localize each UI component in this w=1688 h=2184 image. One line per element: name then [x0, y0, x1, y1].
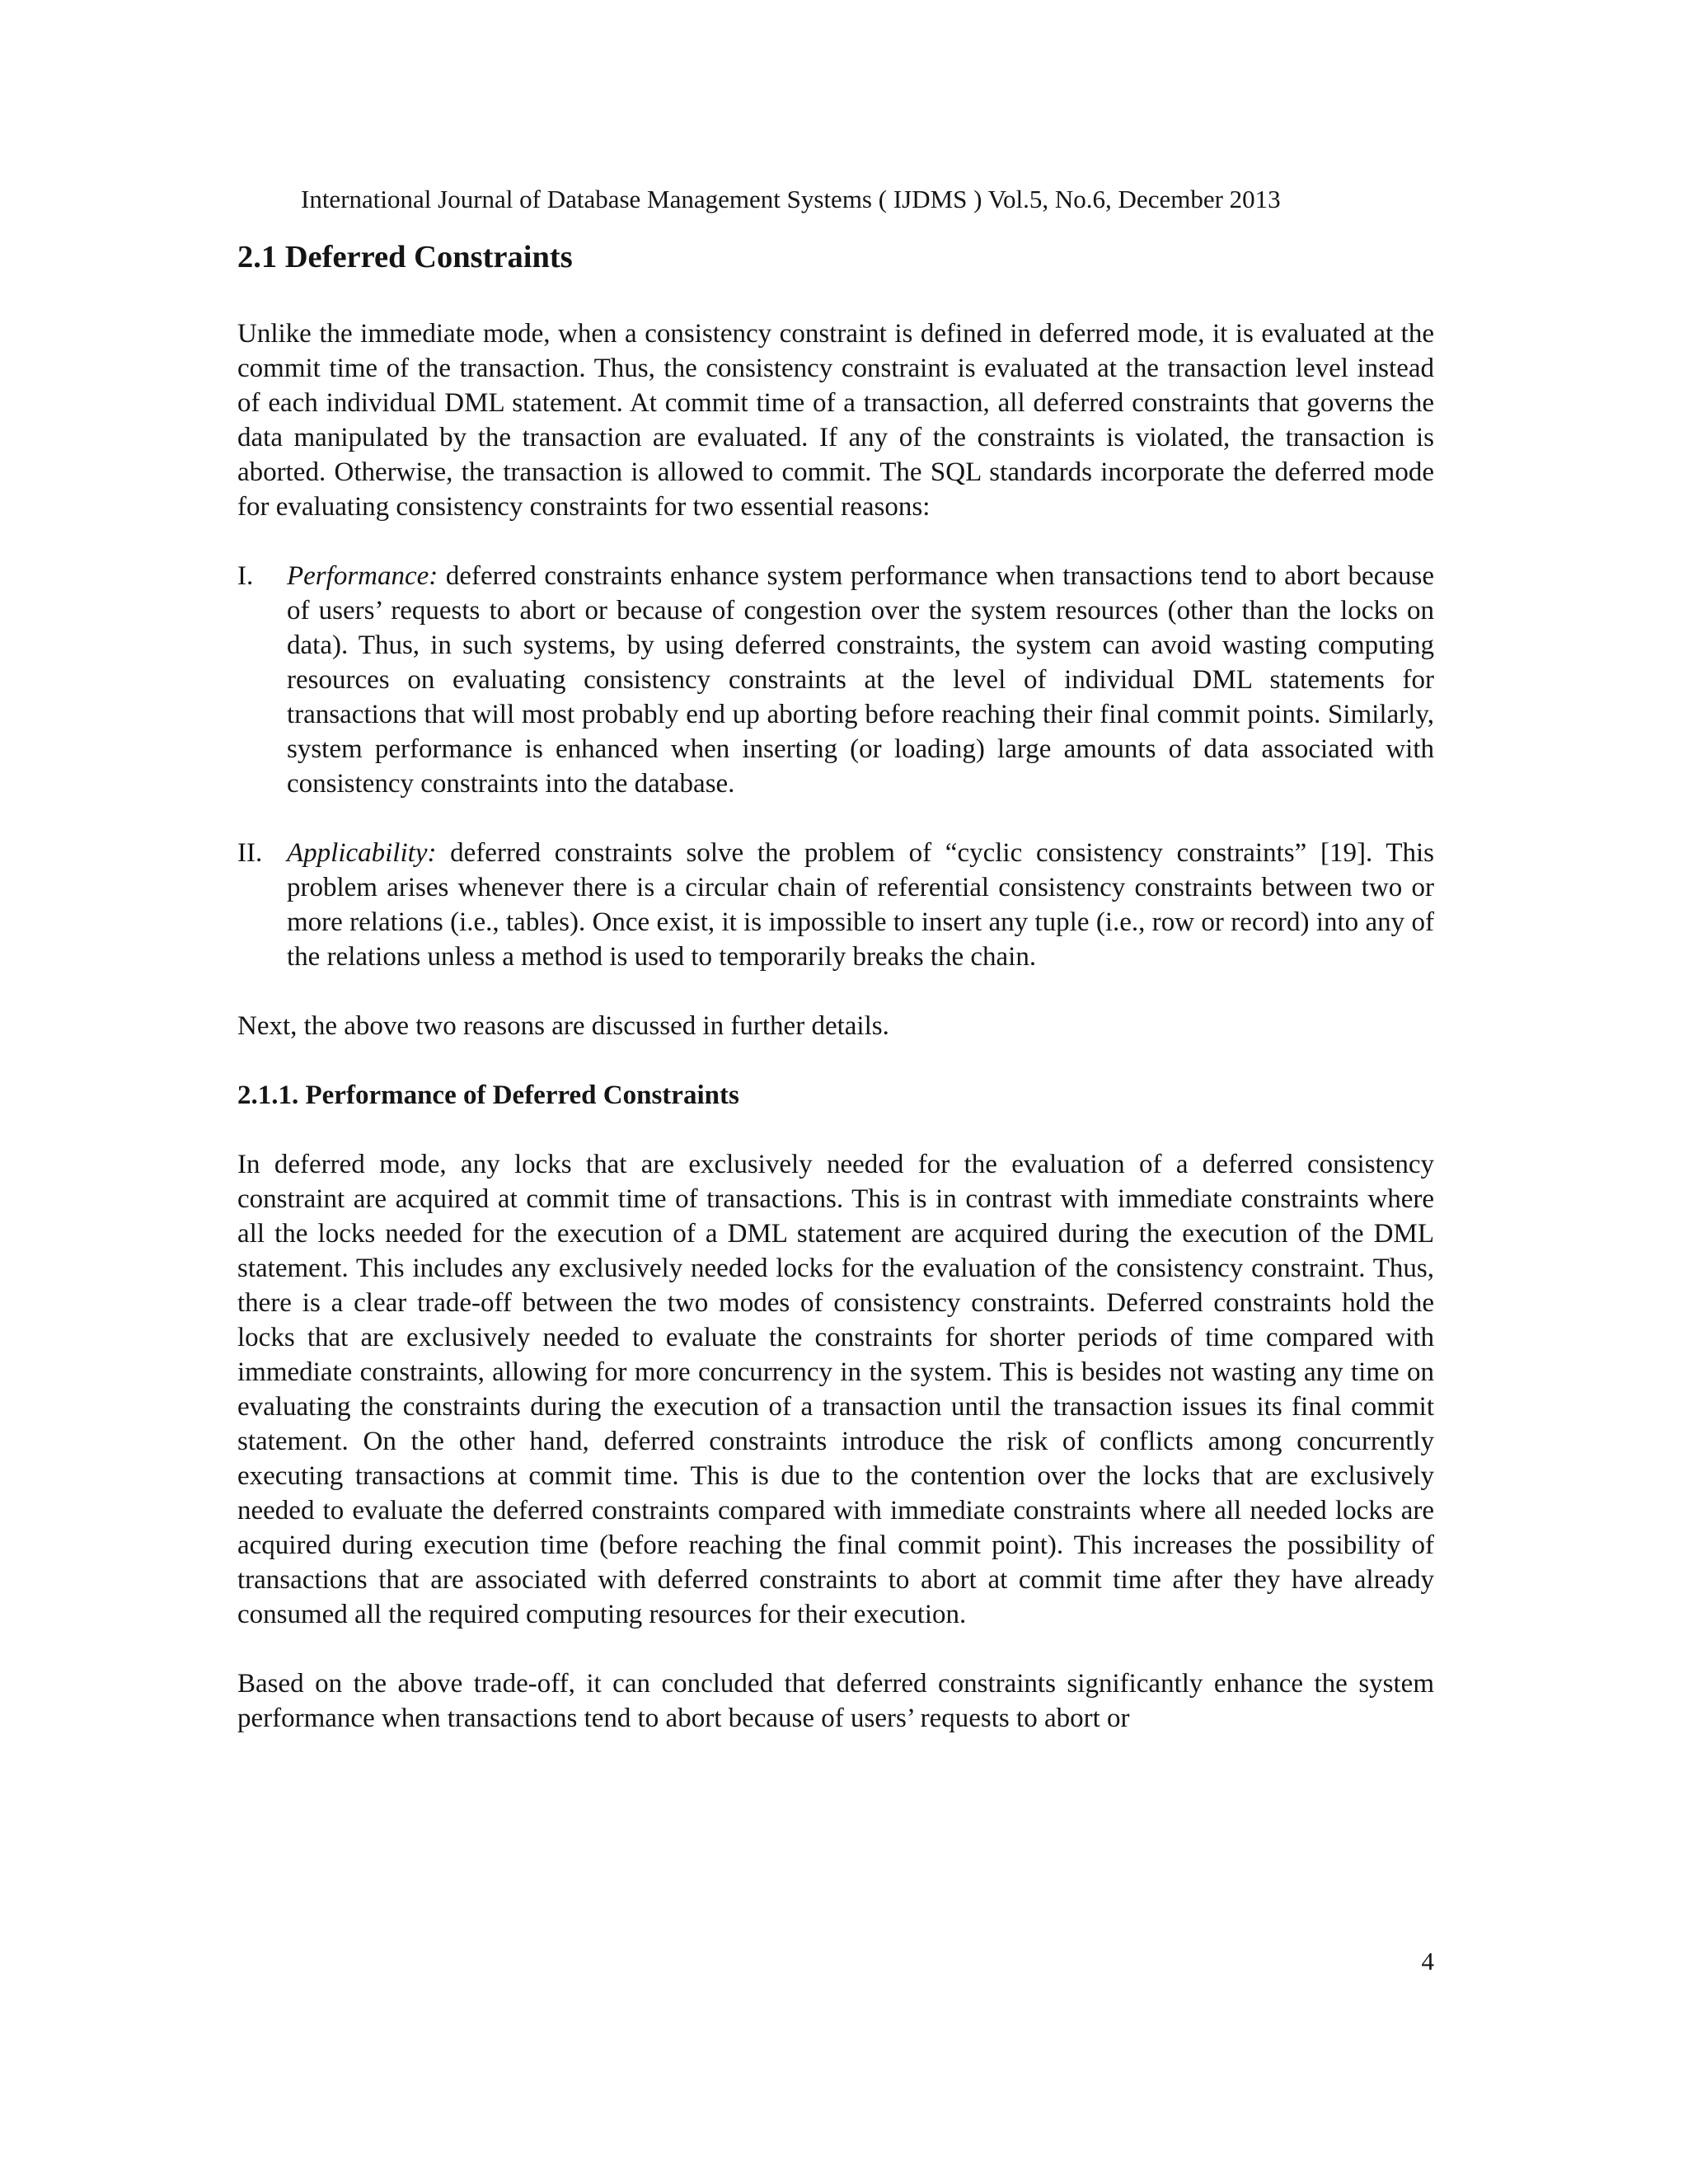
reason-numeral: I. — [237, 561, 254, 591]
performance-paragraph: In deferred mode, any locks that are exclusively needed for the evaluation of a deferred consistency constraint are acquired at commit time of transactions. This is in contrast with immediate constraints where all the locks needed for the execution of a DML statement are acquired during the execution of the DML statement. This includes any exclusively needed locks for the evaluation of the consistency constraint. Thus, there is a clear trade-off between the two modes of consistency constraints. Deferred constraints hold the locks that are exclusively needed to evaluate the constraints for shorter periods of time compared with immediate constraints, allowing for more concurrency in the system. This is besides not wasting any time on evaluating the constraints during the execution of a transaction until the transaction issues its final commit statement. On the other hand, deferred constraints introduce the risk of conflicts among concurrently executing transactions at commit time. This is due to the contention over the locks that are exclusively needed to evaluate the deferred constraints compared with immediate constraints where all needed locks are acquired during execution time (before reaching the final commit point). This increases the possibility of transactions that are associated with deferred constraints to abort at commit time after they have already consumed all the required computing resources for their execution. — [237, 1150, 1434, 1629]
reason-text: deferred constraints enhance system performance when transactions tend to abort because of users’ requests to abort or because of congestion over the system resources (other than the locks on data). Thus, in such systems, by using deferred constraints, the system can avoid wasting computing resources on evaluating consistency constraints at the level of individual DML statements for transactions that will most probably end up aborting before reaching their final commit points. Similarly, system performance is enhanced when inserting (or loading) large amounts of data associated with consistency constraints into the database. — [287, 561, 1434, 799]
reason-item-performance — [237, 559, 1434, 801]
reason-term: Applicability: — [287, 838, 437, 868]
reason-numeral: II. — [237, 838, 263, 868]
tradeoff-paragraph: Based on the above trade-off, it can concluded that deferred constraints significantly enhance the system performance when transactions tend to abort because of users’ requests to abort or — [237, 1669, 1434, 1733]
section-heading: 2.1 Deferred Constraints — [237, 240, 573, 274]
transition-paragraph: Next, the above two reasons are discussed in further details. — [237, 1011, 889, 1041]
page-number: 4 — [1421, 1947, 1434, 1975]
reason-text: deferred constraints solve the problem of “cyclic consistency constraints” [19]. This problem arises whenever there is a circular chain of referential consistency constraints between two or more relations (i.e., tables). Once exist, it is impossible to insert any tuple (i.e., row or record) into any of the relations unless a method is used to temporarily breaks the chain. — [287, 838, 1434, 972]
running-header: International Journal of Database Management Systems ( IJDMS ) Vol.5, No.6, December 2013 — [301, 185, 1281, 213]
subsection-heading: 2.1.1. Performance of Deferred Constraints — [237, 1080, 739, 1110]
reason-item-applicability — [237, 836, 1434, 974]
page-body — [237, 237, 1434, 1736]
reasons-list — [237, 559, 1434, 974]
intro-paragraph: Unlike the immediate mode, when a consistency constraint is defined in deferred mode, it is evaluated at the commit time of the transaction. Thus, the consistency constraint is evaluated at the transaction level instead of each individual DML statement. At commit time of a transaction, all deferred constraints that governs the data manipulated by the transaction are evaluated. If any of the constraints is violated, the transaction is aborted. Otherwise, the transaction is allowed to commit. The SQL standards incorporate the deferred mode for evaluating consistency constraints for two essential reasons: — [237, 319, 1434, 522]
reason-term: Performance: — [287, 561, 438, 591]
